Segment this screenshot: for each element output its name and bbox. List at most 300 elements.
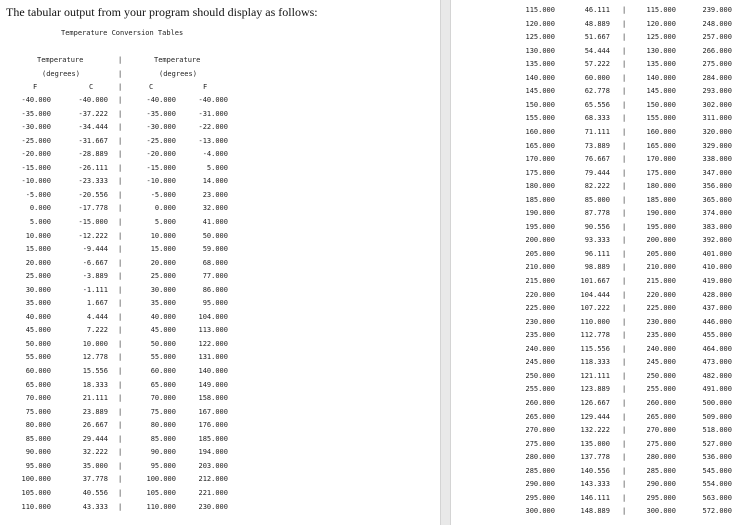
- cell-celsius: 7.222: [86, 326, 108, 335]
- column-separator: |: [118, 96, 123, 104]
- cell-fahrenheit: 32.000: [202, 204, 228, 213]
- column-separator: |: [118, 448, 123, 457]
- cell-celsius: 115.000: [646, 6, 676, 14]
- column-separator: |: [118, 217, 123, 226]
- cell-celsius: 21.111: [82, 394, 108, 403]
- column-separator: |: [622, 385, 627, 394]
- cell-fahrenheit: 230.000: [525, 317, 555, 326]
- cell-fahrenheit: 122.000: [198, 339, 228, 348]
- table-row: [0, 421, 440, 431]
- table-row: [0, 204, 440, 214]
- cell-celsius: 70.000: [150, 394, 176, 403]
- column-separator: |: [622, 141, 627, 150]
- cell-celsius: -6.667: [82, 258, 108, 267]
- column-separator: |: [118, 475, 123, 484]
- cell-celsius: 148.889: [580, 507, 610, 516]
- column-separator: |: [118, 204, 123, 213]
- cell-celsius: 215.000: [646, 277, 676, 285]
- table-row: [451, 169, 738, 179]
- cell-celsius: 45.000: [150, 326, 176, 335]
- cell-fahrenheit: 45.000: [25, 326, 51, 335]
- cell-celsius: 48.889: [584, 19, 610, 28]
- table-row: [451, 101, 738, 111]
- cell-celsius: -15.000: [146, 163, 176, 172]
- cell-fahrenheit: 212.000: [198, 475, 228, 484]
- cell-fahrenheit: 374.000: [702, 209, 732, 218]
- cell-fahrenheit: 140.000: [525, 73, 555, 82]
- cell-fahrenheit: 392.000: [702, 236, 732, 245]
- cell-fahrenheit: 113.000: [198, 326, 228, 335]
- cell-celsius: 235.000: [646, 331, 676, 340]
- cell-fahrenheit: 518.000: [702, 426, 732, 435]
- table-row: [0, 286, 440, 296]
- table-row: [0, 177, 440, 187]
- cell-fahrenheit: 85.000: [25, 434, 51, 443]
- cell-fahrenheit: 77.000: [202, 272, 228, 281]
- cell-celsius: -40.000: [146, 96, 176, 104]
- col-header-c-right: C: [149, 83, 154, 91]
- column-separator: |: [622, 290, 627, 299]
- cell-celsius: 85.000: [150, 434, 176, 443]
- cell-fahrenheit: 60.000: [25, 367, 51, 375]
- cell-celsius: 110.000: [146, 502, 176, 511]
- cell-fahrenheit: 428.000: [702, 290, 732, 299]
- table-row: [451, 87, 738, 97]
- cell-fahrenheit: 20.000: [25, 258, 51, 267]
- cell-celsius: 155.000: [646, 114, 676, 123]
- cell-celsius: 140.000: [646, 73, 676, 82]
- cell-fahrenheit: 320.000: [702, 127, 732, 136]
- cell-fahrenheit: 221.000: [198, 488, 228, 497]
- cell-fahrenheit: 155.000: [525, 114, 555, 123]
- cell-fahrenheit: 100.000: [21, 475, 51, 484]
- cell-fahrenheit: 145.000: [525, 87, 555, 96]
- cell-celsius: 60.000: [150, 367, 176, 375]
- cell-fahrenheit: 464.000: [702, 344, 732, 353]
- cell-fahrenheit: 284.000: [702, 73, 732, 82]
- cell-fahrenheit: 248.000: [702, 19, 732, 28]
- cell-fahrenheit: 115.000: [525, 6, 555, 14]
- cell-celsius: 100.000: [146, 475, 176, 484]
- cell-fahrenheit: 203.000: [198, 461, 228, 470]
- table-row: [0, 435, 440, 445]
- column-separator: |: [118, 190, 123, 199]
- cell-fahrenheit: 0.000: [29, 204, 51, 213]
- cell-celsius: 98.889: [584, 263, 610, 272]
- cell-celsius: 140.556: [580, 466, 610, 475]
- cell-fahrenheit: -5.000: [25, 190, 51, 199]
- cell-fahrenheit: 275.000: [702, 60, 732, 69]
- cell-celsius: 35.000: [150, 299, 176, 308]
- cell-celsius: 1.667: [86, 299, 108, 308]
- table-row: [0, 448, 440, 458]
- table-row: [451, 33, 738, 43]
- cell-celsius: 240.000: [646, 344, 676, 353]
- cell-celsius: 160.000: [646, 127, 676, 136]
- cell-celsius: 225.000: [646, 304, 676, 313]
- column-separator: |: [118, 353, 123, 362]
- cell-celsius: 75.000: [150, 407, 176, 416]
- cell-fahrenheit: 110.000: [21, 502, 51, 511]
- cell-celsius: 107.222: [580, 304, 610, 313]
- table-row: [451, 250, 738, 260]
- cell-fahrenheit: 257.000: [702, 33, 732, 42]
- header-separator: |: [118, 70, 123, 78]
- cell-celsius: 210.000: [646, 263, 676, 272]
- cell-celsius: -25.000: [146, 136, 176, 145]
- column-separator: |: [118, 272, 123, 281]
- column-separator: |: [622, 507, 627, 516]
- cell-fahrenheit: 347.000: [702, 168, 732, 177]
- cell-fahrenheit: 167.000: [198, 407, 228, 416]
- cell-celsius: 125.000: [646, 33, 676, 42]
- cell-fahrenheit: 509.000: [702, 412, 732, 421]
- cell-celsius: -12.222: [78, 231, 108, 240]
- cell-fahrenheit: 280.000: [525, 453, 555, 462]
- cell-fahrenheit: -20.000: [21, 150, 51, 159]
- cell-celsius: 15.000: [150, 245, 176, 254]
- cell-fahrenheit: 536.000: [702, 453, 732, 462]
- cell-fahrenheit: 200.000: [525, 236, 555, 245]
- table-row: [451, 142, 738, 152]
- cell-fahrenheit: 25.000: [25, 272, 51, 281]
- column-separator: |: [622, 331, 627, 340]
- table-row: [451, 345, 738, 355]
- cell-fahrenheit: 194.000: [198, 448, 228, 457]
- column-separator: |: [622, 358, 627, 367]
- cell-celsius: 55.000: [150, 353, 176, 362]
- table-row: [0, 259, 440, 269]
- table-row: [0, 123, 440, 133]
- table-row: [451, 114, 738, 124]
- cell-celsius: 295.000: [646, 493, 676, 502]
- column-separator: |: [622, 236, 627, 245]
- table-row: [451, 480, 738, 490]
- cell-fahrenheit: 125.000: [525, 33, 555, 42]
- table-row: [0, 245, 440, 255]
- cell-celsius: 15.556: [82, 367, 108, 375]
- column-separator: |: [118, 394, 123, 403]
- cell-celsius: 80.000: [150, 421, 176, 430]
- cell-celsius: 220.000: [646, 290, 676, 299]
- cell-celsius: 0.000: [154, 204, 176, 213]
- header-temperature-right: Temperature: [154, 56, 201, 64]
- cell-fahrenheit: 240.000: [525, 344, 555, 353]
- cell-fahrenheit: 245.000: [525, 358, 555, 367]
- cell-celsius: 129.444: [580, 412, 610, 421]
- cell-celsius: 105.000: [146, 488, 176, 497]
- cell-celsius: -9.444: [82, 245, 108, 254]
- table-row: [0, 272, 440, 282]
- cell-celsius: 79.444: [584, 168, 610, 177]
- cell-celsius: 290.000: [646, 480, 676, 489]
- cell-fahrenheit: 30.000: [25, 285, 51, 294]
- cell-celsius: 71.111: [584, 127, 610, 136]
- cell-fahrenheit: -30.000: [21, 123, 51, 132]
- table-row: [451, 60, 738, 70]
- table-row: [0, 394, 440, 404]
- table-row: [451, 467, 738, 477]
- table-row: [0, 353, 440, 363]
- cell-fahrenheit: -25.000: [21, 136, 51, 145]
- cell-fahrenheit: 205.000: [525, 249, 555, 258]
- cell-fahrenheit: 185.000: [525, 195, 555, 204]
- column-separator: |: [118, 326, 123, 335]
- cell-fahrenheit: 220.000: [525, 290, 555, 299]
- column-separator: |: [118, 285, 123, 294]
- table-row: [0, 503, 440, 513]
- cell-celsius: 5.000: [154, 217, 176, 226]
- cell-fahrenheit: 150.000: [525, 100, 555, 109]
- cell-celsius: 265.000: [646, 412, 676, 421]
- cell-fahrenheit: -40.000: [198, 96, 228, 104]
- cell-celsius: 255.000: [646, 385, 676, 394]
- cell-fahrenheit: 104.000: [198, 312, 228, 321]
- column-separator: |: [118, 258, 123, 267]
- cell-celsius: 95.000: [150, 461, 176, 470]
- cell-celsius: 185.000: [646, 195, 676, 204]
- cell-fahrenheit: 135.000: [525, 60, 555, 69]
- column-separator: |: [118, 231, 123, 240]
- cell-celsius: 150.000: [646, 100, 676, 109]
- cell-fahrenheit: 383.000: [702, 222, 732, 231]
- table-row: [451, 128, 738, 138]
- cell-celsius: 132.222: [580, 426, 610, 435]
- cell-celsius: 195.000: [646, 222, 676, 231]
- table-row: [451, 20, 738, 30]
- cell-fahrenheit: 235.000: [525, 331, 555, 340]
- cell-fahrenheit: -10.000: [21, 177, 51, 186]
- cell-celsius: 130.000: [646, 46, 676, 55]
- table-row: [451, 277, 738, 287]
- cell-celsius: 285.000: [646, 466, 676, 475]
- column-separator: |: [118, 150, 123, 159]
- cell-fahrenheit: 15.000: [25, 245, 51, 254]
- cell-celsius: -40.000: [78, 96, 108, 104]
- header-separator: |: [118, 83, 123, 91]
- column-separator: |: [118, 434, 123, 443]
- cell-fahrenheit: 149.000: [198, 380, 228, 389]
- table-row: [0, 164, 440, 174]
- cell-fahrenheit: -22.000: [198, 123, 228, 132]
- table-row: [0, 96, 440, 106]
- table-row: [451, 182, 738, 192]
- cell-fahrenheit: 80.000: [25, 421, 51, 430]
- cell-celsius: 115.556: [580, 344, 610, 353]
- cell-fahrenheit: 295.000: [525, 493, 555, 502]
- cell-fahrenheit: 365.000: [702, 195, 732, 204]
- cell-celsius: 25.000: [150, 272, 176, 281]
- cell-celsius: 126.667: [580, 398, 610, 407]
- table-row: [451, 263, 738, 273]
- table-row: [0, 299, 440, 309]
- column-separator: |: [118, 177, 123, 186]
- col-header-c-left: C: [89, 83, 94, 91]
- cell-fahrenheit: 131.000: [198, 353, 228, 362]
- cell-celsius: 90.000: [150, 448, 176, 457]
- column-separator: |: [622, 100, 627, 109]
- cell-celsius: -34.444: [78, 123, 108, 132]
- table-row: [0, 313, 440, 323]
- cell-fahrenheit: 356.000: [702, 182, 732, 191]
- cell-celsius: 68.333: [584, 114, 610, 123]
- cell-fahrenheit: 170.000: [525, 155, 555, 164]
- table-row: [0, 381, 440, 391]
- table-row: [451, 318, 738, 328]
- column-separator: |: [622, 317, 627, 326]
- table-row: [451, 494, 738, 504]
- cell-celsius: 112.778: [580, 331, 610, 340]
- table-row: [451, 426, 738, 436]
- column-separator: |: [118, 123, 123, 132]
- cell-fahrenheit: 5.000: [29, 217, 51, 226]
- table-row: [451, 440, 738, 450]
- table-row: [451, 331, 738, 341]
- column-separator: |: [622, 114, 627, 123]
- cell-fahrenheit: 473.000: [702, 358, 732, 367]
- column-separator: |: [622, 304, 627, 313]
- cell-fahrenheit: 50.000: [202, 231, 228, 240]
- cell-fahrenheit: 90.000: [25, 448, 51, 457]
- cell-fahrenheit: -15.000: [21, 163, 51, 172]
- cell-celsius: 10.000: [150, 231, 176, 240]
- cell-fahrenheit: 265.000: [525, 412, 555, 421]
- cell-fahrenheit: 180.000: [525, 182, 555, 191]
- cell-celsius: -20.556: [78, 190, 108, 199]
- cell-celsius: 96.111: [584, 249, 610, 258]
- cell-fahrenheit: 250.000: [525, 371, 555, 380]
- cell-celsius: 135.000: [646, 60, 676, 69]
- table-row: [451, 453, 738, 463]
- cell-fahrenheit: 40.000: [25, 312, 51, 321]
- cell-celsius: 87.778: [584, 209, 610, 218]
- cell-fahrenheit: 260.000: [525, 398, 555, 407]
- column-separator: |: [622, 46, 627, 55]
- table-row: [451, 372, 738, 382]
- cell-celsius: 145.000: [646, 87, 676, 96]
- cell-celsius: 26.667: [82, 421, 108, 430]
- cell-celsius: 43.333: [82, 502, 108, 511]
- cell-celsius: 51.667: [584, 33, 610, 42]
- cell-celsius: 57.222: [584, 60, 610, 69]
- header-separator: |: [118, 56, 123, 64]
- cell-fahrenheit: 86.000: [202, 285, 228, 294]
- cell-celsius: -20.000: [146, 150, 176, 159]
- column-separator: |: [622, 493, 627, 502]
- cell-celsius: 20.000: [150, 258, 176, 267]
- cell-fahrenheit: 446.000: [702, 317, 732, 326]
- cell-celsius: 54.444: [584, 46, 610, 55]
- cell-celsius: 190.000: [646, 209, 676, 218]
- cell-fahrenheit: 500.000: [702, 398, 732, 407]
- column-separator: |: [622, 73, 627, 82]
- cell-celsius: -30.000: [146, 123, 176, 132]
- column-separator: |: [118, 109, 123, 118]
- cell-fahrenheit: 225.000: [525, 304, 555, 313]
- cell-fahrenheit: 130.000: [525, 46, 555, 55]
- table-row: [0, 462, 440, 472]
- cell-celsius: -26.111: [78, 163, 108, 172]
- cell-fahrenheit: 5.000: [206, 163, 228, 172]
- column-separator: |: [622, 398, 627, 407]
- cell-fahrenheit: 75.000: [25, 407, 51, 416]
- table-row: [451, 6, 738, 16]
- table-row: [0, 367, 440, 377]
- cell-celsius: 29.444: [82, 434, 108, 443]
- cell-fahrenheit: 215.000: [525, 277, 555, 285]
- cell-celsius: 205.000: [646, 249, 676, 258]
- cell-celsius: -35.000: [146, 109, 176, 118]
- column-separator: |: [118, 163, 123, 172]
- cell-fahrenheit: 437.000: [702, 304, 732, 313]
- cell-celsius: 73.889: [584, 141, 610, 150]
- cell-fahrenheit: -40.000: [21, 96, 51, 104]
- cell-fahrenheit: 455.000: [702, 331, 732, 340]
- cell-celsius: 65.556: [584, 100, 610, 109]
- cell-celsius: -23.333: [78, 177, 108, 186]
- cell-celsius: 30.000: [150, 285, 176, 294]
- column-separator: |: [622, 453, 627, 462]
- cell-fahrenheit: 160.000: [525, 127, 555, 136]
- table-row: [0, 326, 440, 336]
- cell-celsius: 37.778: [82, 475, 108, 484]
- table-row: [0, 489, 440, 499]
- table-row: [451, 358, 738, 368]
- cell-fahrenheit: 175.000: [525, 168, 555, 177]
- cell-fahrenheit: 70.000: [25, 394, 51, 403]
- cell-celsius: 275.000: [646, 439, 676, 448]
- cell-fahrenheit: 55.000: [25, 353, 51, 362]
- cell-celsius: 123.889: [580, 385, 610, 394]
- table-row: [0, 137, 440, 147]
- table-row: [451, 399, 738, 409]
- table-row: [451, 291, 738, 301]
- cell-celsius: 180.000: [646, 182, 676, 191]
- cell-celsius: 137.778: [580, 453, 610, 462]
- cell-fahrenheit: 158.000: [198, 394, 228, 403]
- cell-fahrenheit: 95.000: [202, 299, 228, 308]
- table-row: [0, 150, 440, 160]
- cell-celsius: -5.000: [150, 190, 176, 199]
- cell-fahrenheit: 311.000: [702, 114, 732, 123]
- column-separator: |: [622, 426, 627, 435]
- table-row: [0, 340, 440, 350]
- page-gap: [440, 0, 451, 525]
- cell-celsius: 4.444: [86, 312, 108, 321]
- table-row: [451, 209, 738, 219]
- column-separator: |: [118, 380, 123, 389]
- cell-celsius: 18.333: [82, 380, 108, 389]
- cell-fahrenheit: 293.000: [702, 87, 732, 96]
- cell-celsius: 200.000: [646, 236, 676, 245]
- cell-celsius: 60.000: [584, 73, 610, 82]
- column-separator: |: [622, 412, 627, 421]
- table-row: [0, 232, 440, 242]
- table-row: [451, 223, 738, 233]
- cell-fahrenheit: 50.000: [25, 339, 51, 348]
- cell-fahrenheit: 545.000: [702, 466, 732, 475]
- cell-celsius: 85.000: [584, 195, 610, 204]
- cell-fahrenheit: 302.000: [702, 100, 732, 109]
- column-separator: |: [622, 19, 627, 28]
- table-row: [0, 218, 440, 228]
- cell-fahrenheit: 270.000: [525, 426, 555, 435]
- cell-celsius: 76.667: [584, 155, 610, 164]
- cell-celsius: 32.222: [82, 448, 108, 457]
- cell-fahrenheit: 14.000: [202, 177, 228, 186]
- col-header-f-left: F: [33, 83, 38, 91]
- table-row: [451, 47, 738, 57]
